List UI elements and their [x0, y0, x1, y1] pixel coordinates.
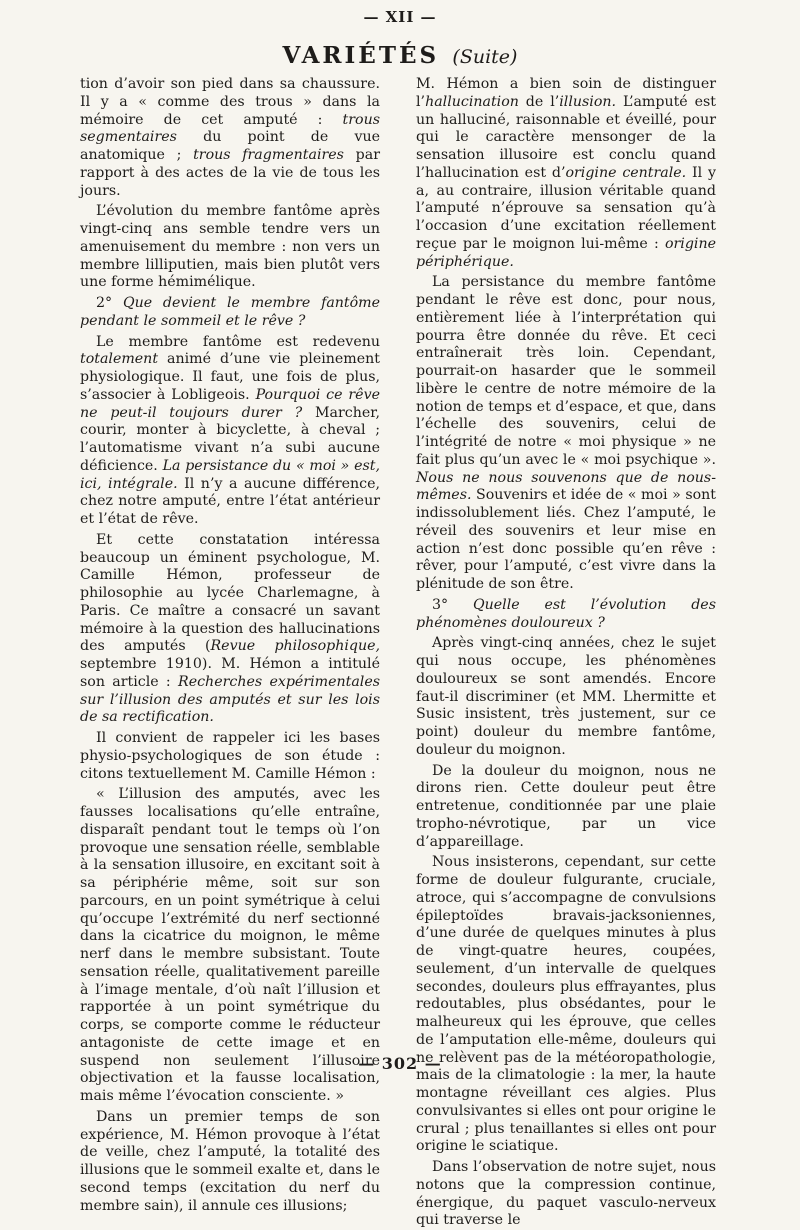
paragraph: De la douleur du moignon, nous ne dirons rien. Cette douleur peut être entretenue, conditionnée par une plaie tropho-névrotique, par un vice d’appareillage.: [416, 762, 716, 850]
paragraph: L’évolution du membre fantôme après vingt-cinq ans semble tendre vers un amenuisement du membre : non vers un membre lilliputien, mais bien plutôt vers une forme hémimélique.: [80, 203, 380, 291]
left-column: [80, 76, 380, 1215]
paragraph: M. Hémon a bien soin de distinguer l’hallucination de l’illusion. L’amputé est un halluciné, raisonnable et éveillé, pour qui le caractère mensonger de la sensation illusoire est conclu quand l’hallucination est d’origine centrale. Il y a, au contraire, illusion véritable quand l’amputé n’éprouve sa sensation qu’à l’occasion d’une excitation réellement reçue par le moignon lui-même : origine périphérique.: [416, 76, 717, 270]
section-subtitle: (Suite): [452, 46, 518, 68]
paragraph: Il convient de rappeler ici les bases physio-psychologiques de son étude : citons textuellement M. Camille Hémon :: [80, 730, 380, 782]
paragraph: Dans un premier temps de son expérience, M. Hémon provoque à l’état de veille, chez l’amputé, la totalité des illusions que le sommeil exalte et, dans le second temps (excitation du nerf du membre sain), il annule ces illusions;: [80, 1108, 380, 1214]
paragraph: Et cette constatation intéressa beaucoup un éminent psychologue, M. Camille Hémon, professeur de philosophie au lycée Charlemagne, à Paris. Ce maître a consacré un savant mémoire à la question des hallucinations des amputés (Revue philosophique, septembre 1910). M. Hémon a intitulé son article : Recherches expérimentales sur l’illusion des amputés et sur les lois de sa rectification.: [80, 531, 380, 726]
paragraph: Le membre fantôme est redevenu totalement animé d’une vie pleinement physiologique. Il faut, une fois de plus, s’associer à Lobligeois. Pourquoi ce rêve ne peut-il toujours durer ? Marcher, courir, monter à bicyclette, à cheval ; l’automatisme vivant n’a subi aucune déficience. La persistance du « moi » est, ici, intégrale. Il n’y a aucune différence, chez notre amputé, entre l’état antérieur et l’état de rêve.: [80, 333, 381, 527]
paragraph: Dans l’observation de notre sujet, nous notons que la compression continue, énergique, du paquet vasculo-nerveux qui traverse le: [416, 1159, 716, 1229]
paragraph: Après vingt-cinq années, chez le sujet qui nous occupe, les phénomènes douloureux se sont amendés. Encore faut-il discriminer (et MM. Lhermitte et Susic insistent, très justement, sur ce point) douleur du membre fantôme, douleur du moignon.: [416, 635, 716, 758]
question-heading: 2° Que devient le membre fantôme pendant le sommeil et le rêve ?: [80, 295, 381, 329]
page-number: — 302 —: [358, 1054, 442, 1073]
section-header: [0, 42, 800, 69]
paragraph: Nous insisterons, cependant, sur cette forme de douleur fulgurante, cruciale, atroce, qui s’accompagne de convulsions épileptoïdes bravais-jacksoniennes, d’une durée de quelques minutes à plus de vingt-quatre heures, coupées, seulement, d’un intervalle de quelques secondes, douleurs plus effrayantes, plus redoutables, plus obsédantes, pour le malheureux qui les éprouve, que celles de l’amputation elle-même, douleurs qui ne relèvent pas de la météoropathologie, mais de la climatologie : la mer, la haute montagne réveillant ces algies. Plus convulsivantes si elles ont pour origine le crural ; plus tenaillantes si elles ont pour origine le sciatique.: [416, 854, 716, 1155]
section-title: VARIÉTÉS: [282, 42, 440, 69]
quotation: « L’illusion des amputés, avec les fausses localisations qu’elle entraîne, disparaît pendant tout le temps où l’on provoque une sensation réelle, semblable à la sensation illusoire, en excitant soit à sa périphérie même, soit sur son parcours, en un point symétrique à celui qu’occupe l’extrémité du nerf sectionné dans la cicatrice du moignon, le même nerf dans le membre subsistant. Toute sensation réelle, qualitativement pareille à l’image mentale, d’où naît l’illusion et rapportée à un point symétrique du corps, se comporte comme le réducteur antagoniste de cette image et en suspend non seulement l’illusoire objectivation et la fausse localisation, mais même l’évocation consciente. »: [80, 786, 380, 1104]
question-heading: 3° Quelle est l’évolution des phénomènes douloureux ?: [416, 596, 716, 631]
paragraph: tion d’avoir son pied dans sa chaussure. Il y a « comme des trous » dans la mémoire de cet amputé : trous segmentaires du point de vue anatomique ; trous fragmentaires par rapport à des actes de la vie de tous les jours.: [80, 76, 380, 199]
page-roman-numeral: — XII —: [363, 8, 437, 26]
paragraph: La persistance du membre fantôme pendant le rêve est donc, pour nous, entièrement liée à l’interprétation qui pourra être donnée du rêve. Et ceci entraînerait très loin. Cependant, pourrait-on hasarder que le sommeil libère le centre de notre mémoire de la notion de temps et d’espace, et que, dans l’échelle des souvenirs, celui de l’intégrité de notre « moi physique » ne fait plus qu’un avec le « moi psychique ». Nous ne nous souvenons que de nous-mêmes. Souvenirs et idée de « moi » sont indissolublement liés. Chez l’amputé, le réveil des souvenirs et leur mise en action n’est donc possible qu’en rêve : rêver, pour l’amputé, c’est vivre dans la plénitude de son être.: [416, 274, 716, 592]
